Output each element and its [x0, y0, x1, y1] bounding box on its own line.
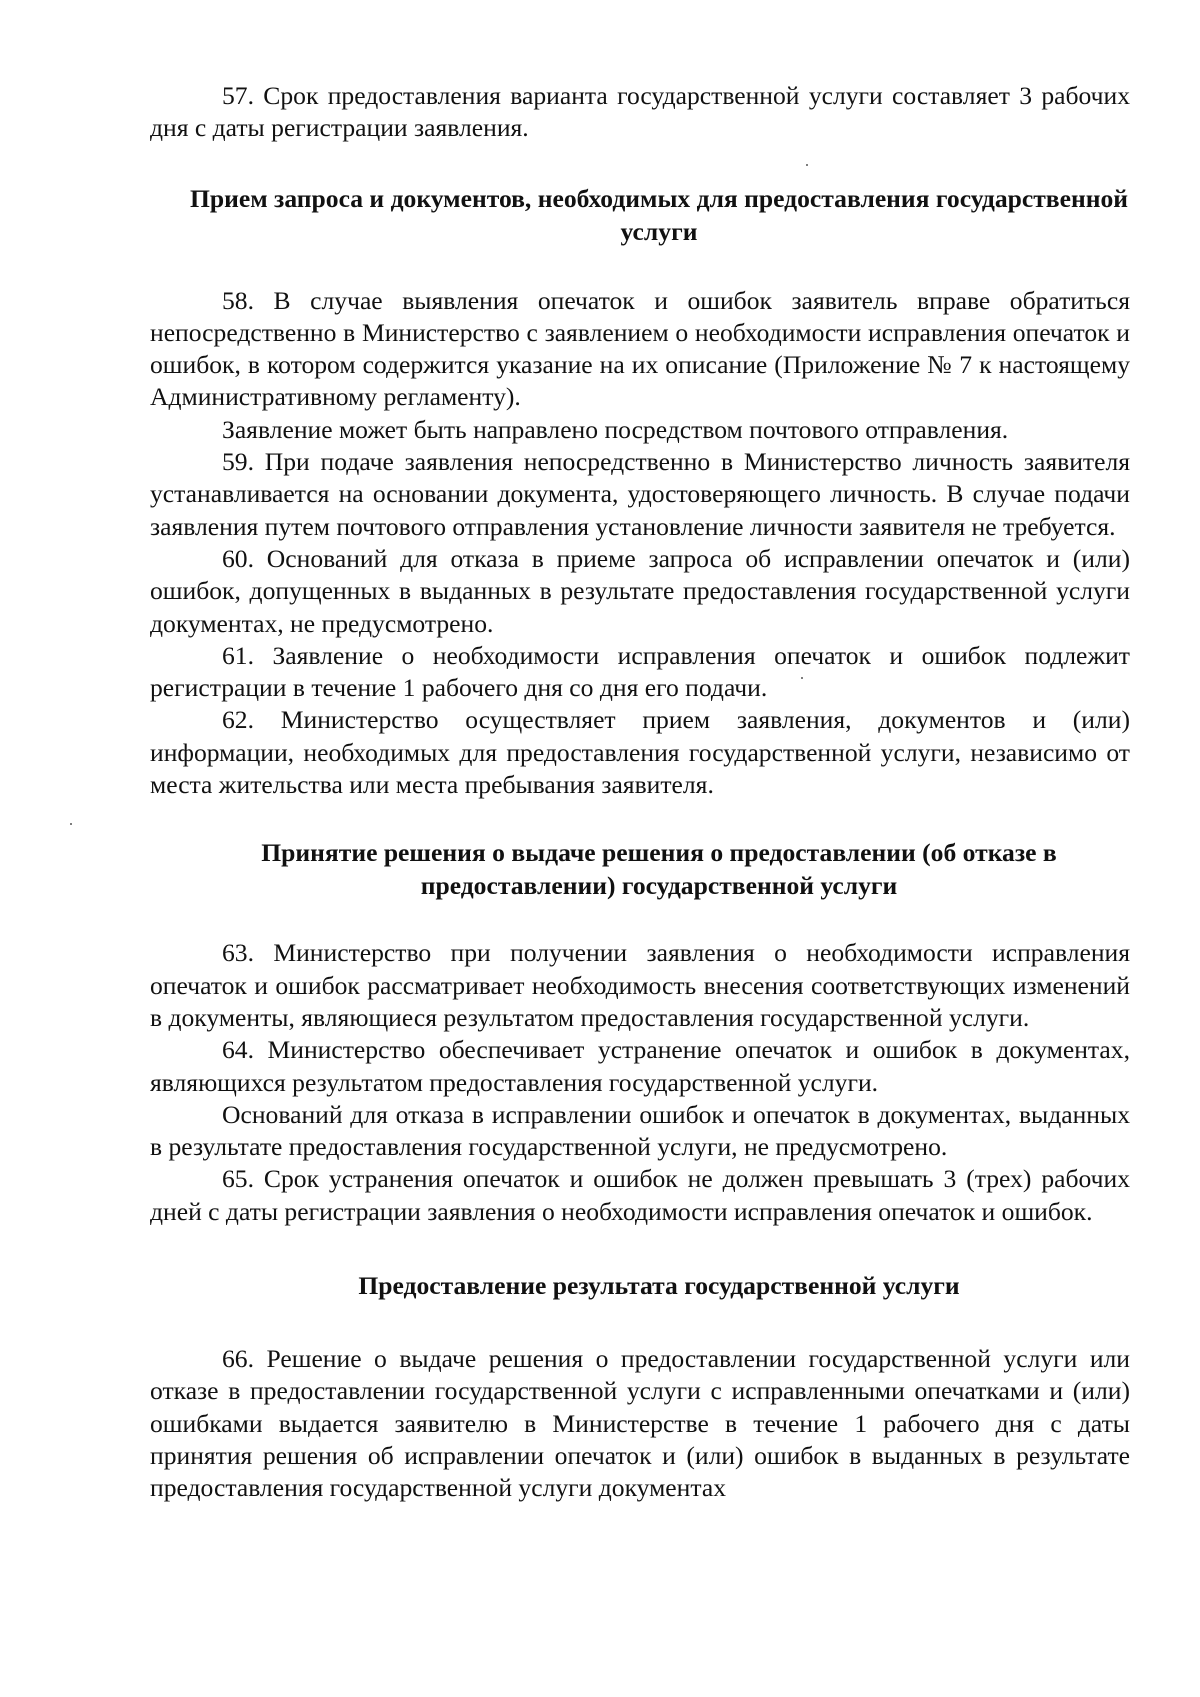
paragraph-64: 64. Министерство обеспечивает устранение опечаток и ошибок в документах, являющихся результатом предоставления государственной услуги. [150, 1035, 1130, 1097]
section-heading-result-delivery: Предоставление результата государственной услуги [358, 1271, 960, 1301]
paragraph-63: 63. Министерство при получении заявления о необходимости исправления опечаток и ошибок рассматривает необходимость внесения соответствующих изменений в документы, являющиеся результатом предоставления государственной услуги. [150, 938, 1130, 1032]
paragraph-59: 59. При подаче заявления непосредственно в Министерство личность заявителя устанавливается на основании документа, удостоверяющего личность. В случае подачи заявления путем почтового отправления установление личности заявителя не требуется. [150, 447, 1130, 541]
document-page [150, 80, 1130, 1505]
section-heading-request-intake: Прием запроса и документов, необходимых для предоставления государственной услуги [189, 183, 1129, 246]
paragraph-66: 66. Решение о выдаче решения о предоставлении государственной услуги или отказе в предоставлении государственной услуги с исправленными опечатками и (или) ошибками выдается заявителю в Министерстве в течение 1 рабочего дня с даты принятия решения об исправлении опечаток и (или) ошибок в выданных в результате предоставления государственной услуги документах [150, 1344, 1130, 1503]
paragraph-60: 60. Оснований для отказа в приеме запроса об исправлении опечаток и (или) ошибок, допущенных в выданных в результате предоставления государственной услуги документах, не предусмотрено. [150, 543, 1130, 638]
paragraph-64-no-refusal: Оснований для отказа в исправлении ошибок и опечаток в документах, выданных в результате предоставления государственной услуги, не предусмотрено. [150, 1099, 1130, 1162]
paragraph-58-postal: Заявление может быть направлено посредством почтового отправления. [222, 414, 1009, 444]
paragraph-62: 62. Министерство осуществляет прием заявления, документов и (или) информации, необходимых для предоставления государственной услуги, независимо от места жительства или места пребывания заявителя. [150, 705, 1130, 800]
scan-speck [70, 823, 72, 825]
paragraph-57: 57. Срок предоставления варианта государственной услуги составляет 3 рабочих дня с даты регистрации заявления. [150, 81, 1130, 143]
scan-speck [801, 677, 803, 679]
paragraph-61: 61. Заявление о необходимости исправления опечаток и ошибок подлежит регистрации в течение 1 рабочего дня со дня его подачи. [150, 640, 1130, 703]
section-heading-decision: Принятие решения о выдаче решения о предоставлении (об отказе в предоставлении) государственной услуги [261, 838, 1057, 901]
scan-speck [806, 164, 808, 166]
paragraph-65: 65. Срок устранения опечаток и ошибок не должен превышать 3 (трех) рабочих дней с даты регистрации заявления о необходимости исправления опечаток и ошибок. [150, 1164, 1130, 1226]
paragraph-58: 58. В случае выявления опечаток и ошибок заявитель вправе обратиться непосредственно в Министерство с заявлением о необходимости исправления опечаток и ошибок, в котором содержится указание на их описание (Приложение № 7 к настоящему Административному регламенту). [150, 285, 1130, 412]
